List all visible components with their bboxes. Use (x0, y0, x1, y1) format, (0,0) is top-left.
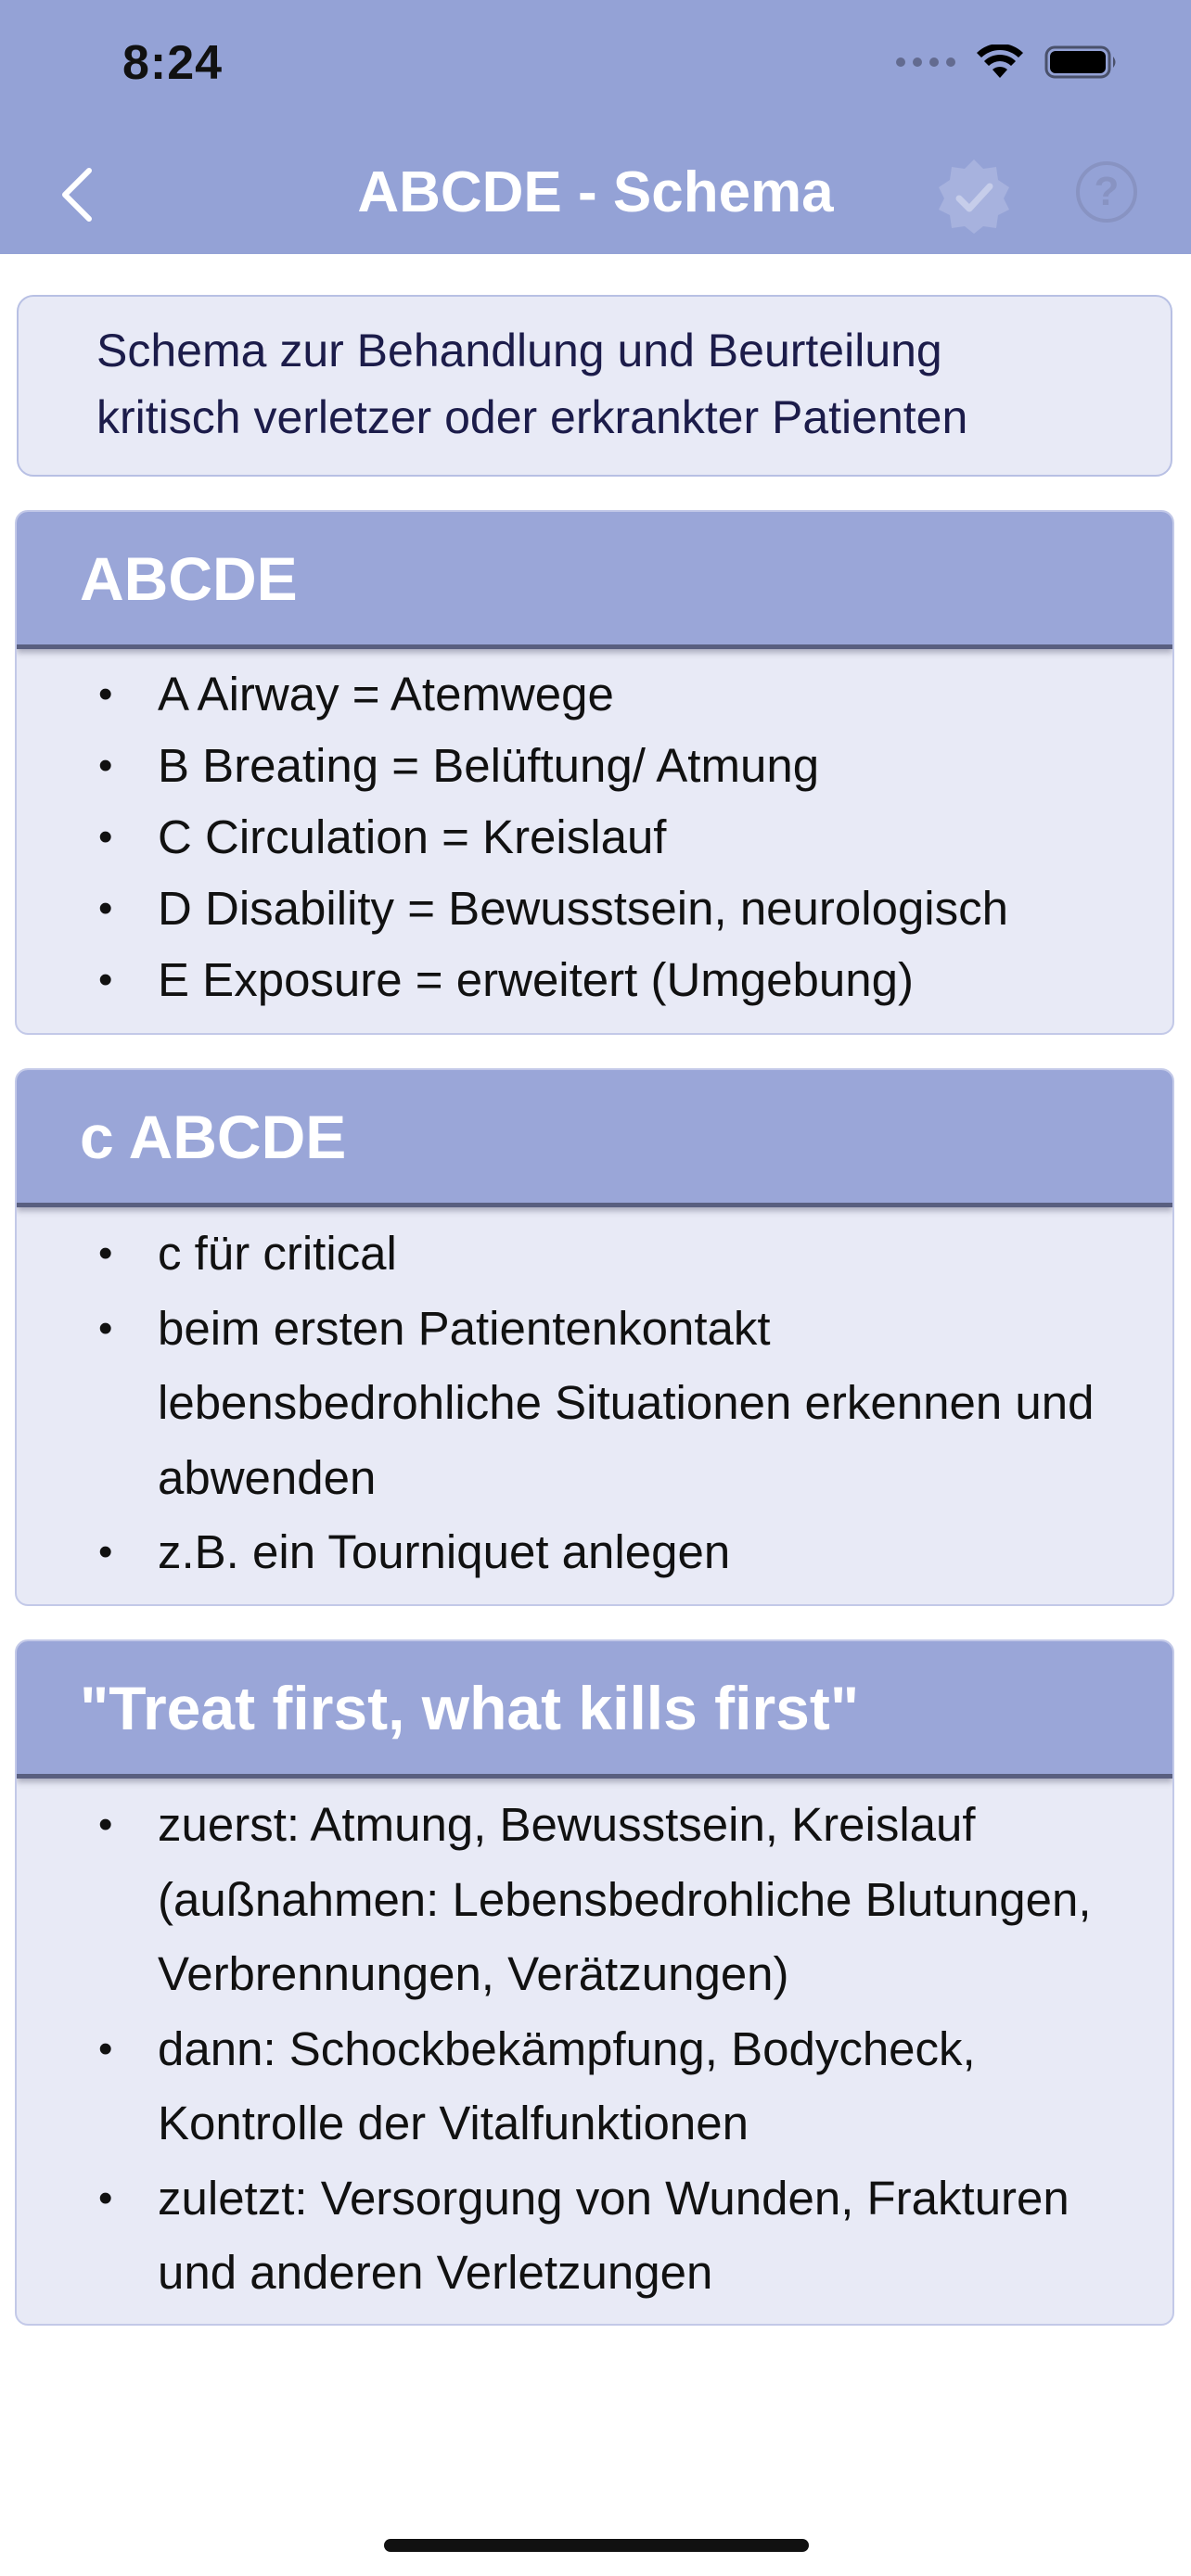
section-list (17, 1207, 1172, 1590)
battery-icon (1044, 45, 1119, 80)
section-list (17, 1779, 1172, 2311)
wifi-icon (976, 45, 1024, 80)
section-header: "Treat first, what kills first" (17, 1641, 1172, 1779)
list-item: • A Airway = Atemwege (17, 658, 1145, 730)
list-item: • B Breating = Belüftung/ Atmung (17, 730, 1145, 801)
list-item: • c für critical (17, 1217, 1145, 1292)
navigation-bar (0, 0, 1191, 254)
list-item: • zuletzt: Versorgung von Wunden, Frakturen und anderen Verletzungen (17, 2162, 1145, 2311)
status-time: 8:24 (122, 36, 224, 90)
section-treat-first (15, 1639, 1174, 2326)
list-item: • E Exposure = erweitert (Umgebung) (17, 944, 1145, 1015)
list-item: • D Disability = Bewusstsein, neurologisch (17, 873, 1145, 944)
list-item: • beim ersten Patientenkontakt lebensbedrohliche Situationen erkennen und abwenden (17, 1292, 1145, 1516)
list-item: • dann: Schockbekämpfung, Bodycheck, Kontrolle der Vitalfunktionen (17, 2012, 1145, 2162)
verified-button[interactable] (935, 158, 1013, 236)
intro-line: kritisch verletzer oder erkrankter Patienten (96, 391, 968, 443)
page-title: ABCDE - Schema (357, 160, 834, 224)
cellular-signal-icon (896, 57, 955, 67)
section-c-abcde (15, 1068, 1174, 1606)
help-button[interactable] (1076, 161, 1137, 223)
section-header: ABCDE (17, 512, 1172, 649)
section-header: c ABCDE (17, 1070, 1172, 1207)
help-icon: ? (1094, 169, 1120, 214)
list-item: • C Circulation = Kreislauf (17, 801, 1145, 873)
verified-badge-icon (935, 158, 1013, 236)
list-item: • z.B. ein Tourniquet anlegen (17, 1515, 1145, 1590)
list-item: • zuerst: Atmung, Bewusstsein, Kreislauf (außnahmen: Lebensbedrohliche Blutungen, Verbrennungen, Verätzungen) (17, 1788, 1145, 2012)
status-icons (896, 45, 1119, 80)
section-list (17, 649, 1172, 1015)
section-abcde (15, 510, 1174, 1035)
home-indicator[interactable] (384, 2539, 809, 2552)
intro-box (17, 295, 1172, 477)
intro-line: Schema zur Behandlung und Beurteilung (96, 325, 942, 376)
